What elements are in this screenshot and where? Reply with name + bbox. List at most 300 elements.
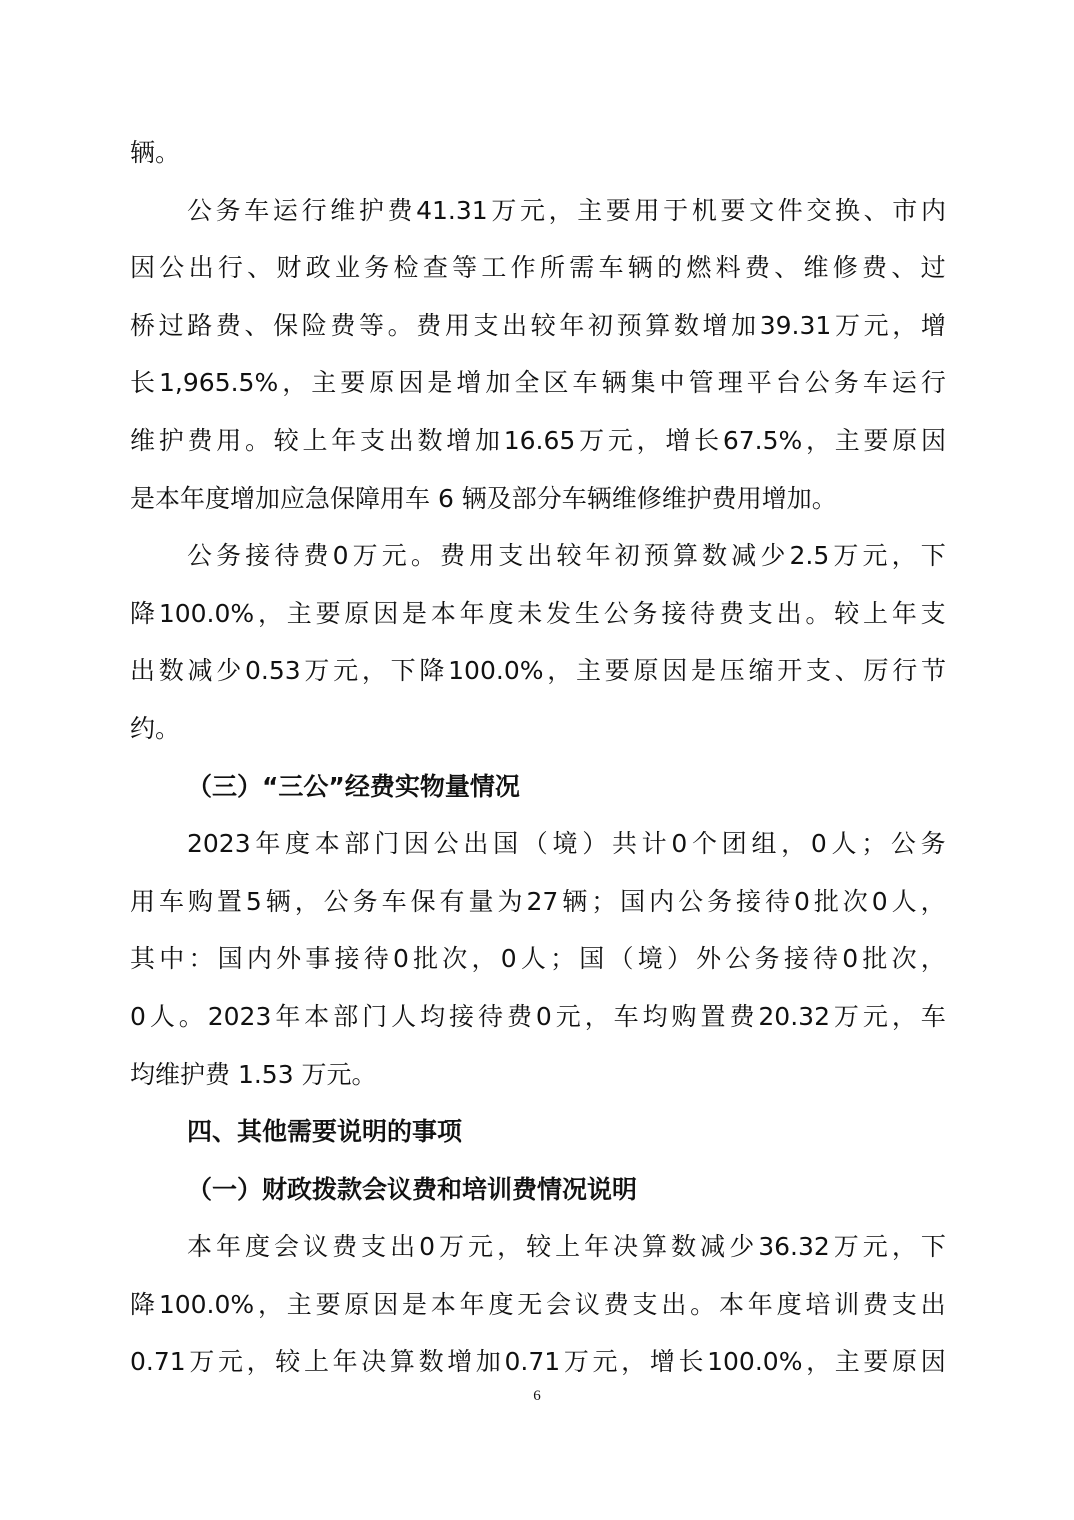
text-segment: 行 bbox=[301, 195, 327, 225]
text-segment: 0 bbox=[500, 944, 517, 974]
text-segment: 预 bbox=[643, 541, 669, 571]
text-line bbox=[130, 873, 946, 931]
text-segment: 批 bbox=[413, 944, 439, 974]
text-segment: 均 bbox=[420, 1001, 446, 1031]
text-segment: 原 bbox=[892, 425, 918, 455]
text-segment: ； bbox=[550, 944, 576, 974]
text-line bbox=[130, 1218, 946, 1276]
text-segment: 支 bbox=[920, 598, 946, 628]
text-segment: ， bbox=[891, 1001, 917, 1031]
text-segment: 作 bbox=[510, 253, 536, 283]
text-line bbox=[130, 297, 946, 355]
text-segment: 接 bbox=[783, 944, 809, 974]
text-segment: 节 bbox=[920, 656, 946, 686]
text-segment: 2023 bbox=[207, 1001, 272, 1031]
text-segment: ； bbox=[591, 886, 617, 916]
text-segment: ： bbox=[188, 944, 214, 974]
text-segment: ， bbox=[891, 1232, 917, 1262]
text-segment: ， bbox=[547, 656, 573, 686]
text-segment: 元 bbox=[381, 541, 407, 571]
text-segment: 公 bbox=[187, 541, 213, 571]
text-segment: 本 bbox=[718, 1289, 744, 1319]
text-segment: （ bbox=[608, 944, 634, 974]
text-segment: 压 bbox=[719, 656, 745, 686]
text-segment: 度 bbox=[285, 829, 311, 859]
text-segment: 台 bbox=[775, 368, 801, 398]
text-line bbox=[130, 239, 946, 297]
text-segment: 较 bbox=[273, 425, 299, 455]
text-segment: 行 bbox=[892, 656, 918, 686]
text-segment: ） bbox=[666, 944, 692, 974]
text-segment: 2.5 bbox=[789, 541, 830, 571]
text-segment: 本 bbox=[304, 1001, 330, 1031]
text-line bbox=[130, 527, 946, 585]
text-segment: 元 bbox=[217, 1347, 243, 1377]
text-segment: 公 bbox=[890, 829, 916, 859]
text-segment: 费 bbox=[862, 253, 888, 283]
text-segment: 费 bbox=[187, 425, 213, 455]
text-segment: 5 bbox=[245, 886, 262, 916]
text-segment: 16.65 bbox=[503, 425, 576, 455]
text-segment: 数 bbox=[158, 656, 184, 686]
text-segment: 39.31 bbox=[759, 310, 832, 340]
text-segment: 购 bbox=[671, 1001, 697, 1031]
text-segment: ， bbox=[781, 829, 807, 859]
text-segment: ， bbox=[282, 368, 308, 398]
text-segment: 议 bbox=[574, 1289, 600, 1319]
text-segment: 要 bbox=[340, 368, 366, 398]
page-number: 6 bbox=[533, 1388, 541, 1404]
text-segment: 。 bbox=[178, 1001, 204, 1031]
text-segment: 支 bbox=[361, 1232, 387, 1262]
text-segment: 公 bbox=[603, 598, 629, 628]
text-segment: 0 bbox=[392, 944, 409, 974]
text-segment: 年 bbox=[891, 598, 917, 628]
text-segment: 少 bbox=[729, 1232, 755, 1262]
text-segment: 主 bbox=[577, 195, 603, 225]
text-line bbox=[130, 412, 946, 470]
text-segment: 需 bbox=[569, 253, 595, 283]
text-segment: ， bbox=[920, 886, 946, 916]
text-segment: 费 bbox=[416, 310, 442, 340]
text-segment: 车 bbox=[158, 886, 184, 916]
text-segment: 中 bbox=[159, 944, 185, 974]
text-segment: 集 bbox=[630, 368, 656, 398]
text-segment: 费 bbox=[387, 195, 413, 225]
text-segment: 行 bbox=[217, 253, 243, 283]
text-line bbox=[130, 815, 946, 873]
text-segment: 检 bbox=[393, 253, 419, 283]
text-segment: ； bbox=[861, 829, 887, 859]
text-segment: 人 bbox=[520, 944, 546, 974]
text-segment: 元 bbox=[592, 1347, 618, 1377]
text-segment: ， bbox=[636, 425, 662, 455]
text-segment: 务 bbox=[216, 541, 242, 571]
text-segment: 护 bbox=[158, 425, 184, 455]
text-segment: 务 bbox=[920, 829, 946, 859]
text-segment: 车 bbox=[244, 195, 270, 225]
text-segment: 。 bbox=[690, 1289, 716, 1319]
text-segment: 辆 bbox=[562, 886, 588, 916]
text-segment: 度 bbox=[776, 1289, 802, 1319]
text-segment: 较 bbox=[530, 310, 556, 340]
text-segment: 0 bbox=[419, 1232, 436, 1262]
text-segment: 长 bbox=[130, 368, 156, 398]
text-segment: 年 bbox=[584, 1232, 610, 1262]
text-segment: 元 bbox=[862, 1232, 888, 1262]
text-segment: 费 bbox=[332, 1232, 358, 1262]
text-segment: 决 bbox=[361, 1347, 387, 1377]
text-segment: 100.0% bbox=[158, 1289, 255, 1319]
text-segment: 支 bbox=[747, 598, 773, 628]
text-segment: 用 bbox=[216, 425, 242, 455]
text-segment: 出 bbox=[463, 829, 489, 859]
text-segment: 运 bbox=[272, 195, 298, 225]
text-segment: 务 bbox=[352, 886, 378, 916]
text-segment: 务 bbox=[215, 195, 241, 225]
text-segment: 0 bbox=[871, 886, 888, 916]
text-segment: 减 bbox=[700, 1232, 726, 1262]
text-segment: 、 bbox=[247, 253, 273, 283]
text-segment: 因 bbox=[130, 253, 156, 283]
text-segment: 初 bbox=[588, 310, 614, 340]
text-segment: 车 bbox=[613, 1001, 639, 1031]
text-segment: 次 bbox=[842, 886, 868, 916]
text-segment: 内 bbox=[246, 944, 272, 974]
text-segment: 。 bbox=[245, 425, 271, 455]
text-segment: 主 bbox=[575, 656, 601, 686]
text-segment: 所 bbox=[539, 253, 565, 283]
text-segment: 内 bbox=[920, 195, 946, 225]
text-segment: 市 bbox=[892, 195, 918, 225]
text-segment: 开 bbox=[777, 656, 803, 686]
text-segment: 。 bbox=[387, 310, 413, 340]
text-segment: 本 bbox=[314, 829, 340, 859]
text-segment: 万 bbox=[189, 1347, 215, 1377]
text-segment: 计 bbox=[641, 829, 667, 859]
text-segment: 费 bbox=[506, 1001, 532, 1031]
text-segment: 辆 bbox=[627, 253, 653, 283]
text-segment: 料 bbox=[715, 253, 741, 283]
text-segment: 部 bbox=[333, 1001, 359, 1031]
text-segment: 机 bbox=[691, 195, 717, 225]
text-segment: 政 bbox=[305, 253, 331, 283]
text-segment: 万 bbox=[833, 1001, 859, 1031]
text-segment: 要 bbox=[720, 195, 746, 225]
text-segment: 是 bbox=[402, 1289, 428, 1319]
text-segment: 费 bbox=[440, 541, 466, 571]
text-segment: 出 bbox=[502, 310, 528, 340]
text-segment: 出 bbox=[130, 656, 156, 686]
text-segment: 下 bbox=[920, 541, 946, 571]
text-segment: 上 bbox=[302, 425, 328, 455]
text-segment: 理 bbox=[717, 368, 743, 398]
text-segment: 降 bbox=[130, 598, 156, 628]
text-segment: 度 bbox=[488, 598, 514, 628]
text-segment: 公 bbox=[725, 944, 751, 974]
text-segment: 费 bbox=[718, 598, 744, 628]
text-segment: 年 bbox=[331, 425, 357, 455]
text-segment: 维 bbox=[130, 425, 156, 455]
text-segment: 文 bbox=[749, 195, 775, 225]
text-segment: 国 bbox=[620, 886, 646, 916]
text-line: 约。 bbox=[130, 713, 181, 743]
text-segment: 年 bbox=[332, 1347, 358, 1377]
text-segment: 过 bbox=[158, 310, 184, 340]
text-segment: 车 bbox=[920, 1001, 946, 1031]
text-segment: 因 bbox=[373, 598, 399, 628]
text-segment: 购 bbox=[187, 886, 213, 916]
text-segment: 度 bbox=[488, 1289, 514, 1319]
text-segment: 业 bbox=[334, 253, 360, 283]
text-segment: 因 bbox=[920, 1347, 946, 1377]
text-segment: 支 bbox=[473, 310, 499, 340]
text-segment: 为 bbox=[497, 886, 523, 916]
text-segment: 均 bbox=[642, 1001, 668, 1031]
text-segment: 100.0% bbox=[707, 1347, 803, 1377]
text-segment: 预 bbox=[616, 310, 642, 340]
text-segment: 万 bbox=[563, 1347, 589, 1377]
text-segment: 工 bbox=[481, 253, 507, 283]
text-segment: 少 bbox=[216, 656, 242, 686]
text-segment: 有 bbox=[439, 886, 465, 916]
text-segment: 增 bbox=[446, 425, 472, 455]
text-segment: 境 bbox=[552, 829, 578, 859]
text-segment: 万 bbox=[834, 310, 860, 340]
text-segment: 门 bbox=[374, 829, 400, 859]
text-segment: 管 bbox=[688, 368, 714, 398]
text-segment: 换 bbox=[835, 195, 861, 225]
text-segment: 原 bbox=[892, 1347, 918, 1377]
text-segment: 、 bbox=[774, 253, 800, 283]
text-segment: 件 bbox=[777, 195, 803, 225]
text-segment: 41.31 bbox=[416, 195, 488, 225]
text-segment: 人 bbox=[149, 1001, 175, 1031]
text-segment: 原 bbox=[633, 656, 659, 686]
text-segment: 接 bbox=[245, 541, 271, 571]
text-segment: 是 bbox=[690, 656, 716, 686]
text-segment: 1,965.5% bbox=[159, 368, 279, 398]
text-segment: 。 bbox=[410, 541, 436, 571]
text-segment: 算 bbox=[673, 541, 699, 571]
text-segment: 主 bbox=[834, 425, 860, 455]
text-segment: 万 bbox=[352, 541, 378, 571]
text-line bbox=[130, 1276, 946, 1334]
text-segment: 公 bbox=[433, 829, 459, 859]
text-segment: 国 bbox=[579, 944, 605, 974]
text-segment: 保 bbox=[410, 886, 436, 916]
text-segment: 训 bbox=[834, 1289, 860, 1319]
text-segment: 外 bbox=[696, 944, 722, 974]
text-segment: 上 bbox=[555, 1232, 581, 1262]
text-segment: 、 bbox=[891, 253, 917, 283]
text-segment: 接 bbox=[449, 1001, 475, 1031]
text-segment: 等 bbox=[452, 253, 478, 283]
text-segment: 车 bbox=[598, 253, 624, 283]
text-segment: 年 bbox=[559, 310, 585, 340]
text-segment: 。 bbox=[805, 598, 831, 628]
text-segment: 会 bbox=[274, 1232, 300, 1262]
text-segment: 费 bbox=[744, 253, 770, 283]
text-segment: 数 bbox=[418, 1347, 444, 1377]
text-segment: 主 bbox=[834, 1347, 860, 1377]
text-segment: 年 bbox=[747, 1289, 773, 1319]
text-segment: 培 bbox=[805, 1289, 831, 1319]
text-segment: 务 bbox=[364, 253, 390, 283]
text-segment: 量 bbox=[468, 886, 494, 916]
section-heading: （三）“三公”经费实物量情况 bbox=[187, 771, 520, 801]
text-segment: 车 bbox=[862, 368, 888, 398]
text-segment: 桥 bbox=[130, 310, 156, 340]
text-line bbox=[130, 642, 946, 700]
text-segment: 0 bbox=[535, 1001, 552, 1031]
text-segment: ， bbox=[584, 1001, 610, 1031]
text-segment: 中 bbox=[659, 368, 685, 398]
text-segment: 减 bbox=[731, 541, 757, 571]
text-segment: 区 bbox=[543, 368, 569, 398]
text-segment: 用 bbox=[469, 541, 495, 571]
text-segment: 交 bbox=[806, 195, 832, 225]
text-segment: 用 bbox=[130, 886, 156, 916]
text-segment: 0 bbox=[810, 829, 827, 859]
section-heading: （一）财政拨款会议费和培训费情况说明 bbox=[187, 1174, 638, 1204]
text-segment: ， bbox=[257, 598, 283, 628]
text-segment: 厉 bbox=[863, 656, 889, 686]
text-segment: 待 bbox=[690, 598, 716, 628]
text-segment: 生 bbox=[574, 598, 600, 628]
text-segment: 公 bbox=[678, 886, 704, 916]
text-segment: 较 bbox=[275, 1347, 301, 1377]
text-segment: 万 bbox=[579, 425, 605, 455]
text-segment: 增 bbox=[665, 425, 691, 455]
text-segment: 支 bbox=[632, 1289, 658, 1319]
text-segment: 算 bbox=[642, 1232, 668, 1262]
text-segment: 元 bbox=[862, 541, 888, 571]
text-segment: 加 bbox=[485, 368, 511, 398]
text-segment: 0 bbox=[671, 829, 688, 859]
text-line: 是本年度增加应急保障用车 6 辆及部分车辆维修维护费用增加。 bbox=[130, 483, 837, 513]
text-segment: 其 bbox=[130, 944, 156, 974]
text-segment: 0.71 bbox=[130, 1347, 186, 1377]
text-segment: 、 bbox=[834, 656, 860, 686]
text-segment: 置 bbox=[700, 1001, 726, 1031]
text-segment: ， bbox=[246, 1347, 272, 1377]
text-segment: 主 bbox=[311, 368, 337, 398]
document-body bbox=[130, 124, 946, 1391]
text-segment: 用 bbox=[444, 310, 470, 340]
text-segment: 0 bbox=[793, 886, 810, 916]
text-segment: 门 bbox=[362, 1001, 388, 1031]
text-segment: 、 bbox=[244, 310, 270, 340]
text-segment: 万 bbox=[304, 656, 330, 686]
text-segment: 原 bbox=[369, 368, 395, 398]
text-segment: ， bbox=[497, 1232, 523, 1262]
text-segment: 年 bbox=[459, 1289, 485, 1319]
text-segment: 行 bbox=[920, 368, 946, 398]
text-segment: 加 bbox=[731, 310, 757, 340]
text-segment: 0 bbox=[842, 944, 859, 974]
text-segment: ， bbox=[920, 944, 946, 974]
text-line bbox=[130, 1333, 946, 1391]
text-segment: 0.71 bbox=[504, 1347, 561, 1377]
text-segment: 要 bbox=[863, 1347, 889, 1377]
text-segment: 支 bbox=[360, 425, 386, 455]
text-segment: ， bbox=[891, 541, 917, 571]
text-segment: 要 bbox=[315, 1289, 341, 1319]
text-segment: 因 bbox=[662, 656, 688, 686]
text-segment: 无 bbox=[517, 1289, 543, 1319]
text-line: 辆。 bbox=[130, 138, 181, 167]
text-segment: 要 bbox=[605, 195, 631, 225]
text-segment: 67.5% bbox=[722, 425, 803, 455]
text-segment: 接 bbox=[736, 886, 762, 916]
text-segment: 用 bbox=[634, 195, 660, 225]
text-segment: 公 bbox=[187, 195, 213, 225]
text-segment: 待 bbox=[477, 1001, 503, 1031]
text-segment: 支 bbox=[498, 541, 524, 571]
text-segment: 支 bbox=[891, 1289, 917, 1319]
text-segment: 降 bbox=[419, 656, 445, 686]
text-segment: 本 bbox=[430, 1289, 456, 1319]
text-segment: 因 bbox=[373, 1289, 399, 1319]
text-segment: 人 bbox=[831, 829, 857, 859]
text-segment: ， bbox=[621, 1347, 647, 1377]
text-segment: 出 bbox=[776, 598, 802, 628]
text-segment: 内 bbox=[649, 886, 675, 916]
text-segment: 减 bbox=[187, 656, 213, 686]
text-segment: 原 bbox=[344, 598, 370, 628]
text-segment: 降 bbox=[130, 1289, 156, 1319]
text-segment: 出 bbox=[661, 1289, 687, 1319]
text-segment: 人 bbox=[891, 886, 917, 916]
text-segment: 100.0% bbox=[158, 598, 255, 628]
text-segment: 下 bbox=[390, 656, 416, 686]
text-segment: 费 bbox=[215, 310, 241, 340]
text-segment: 长 bbox=[694, 425, 720, 455]
text-segment: ， bbox=[361, 656, 387, 686]
text-segment: 次 bbox=[891, 944, 917, 974]
text-segment: 少 bbox=[760, 541, 786, 571]
text-segment: 辆 bbox=[265, 886, 291, 916]
text-segment: 车 bbox=[381, 886, 407, 916]
text-segment: 缩 bbox=[748, 656, 774, 686]
text-segment: 初 bbox=[614, 541, 640, 571]
text-segment: 共 bbox=[611, 829, 637, 859]
text-segment: 要 bbox=[315, 598, 341, 628]
text-segment: 万 bbox=[833, 541, 859, 571]
text-segment: 27 bbox=[526, 886, 559, 916]
text-segment: 务 bbox=[632, 598, 658, 628]
text-segment: 未 bbox=[517, 598, 543, 628]
text-segment: 上 bbox=[863, 598, 889, 628]
text-segment: 外 bbox=[276, 944, 302, 974]
text-segment: 上 bbox=[303, 1347, 329, 1377]
text-segment: 国 bbox=[493, 829, 519, 859]
text-segment: 较 bbox=[834, 598, 860, 628]
text-segment: 接 bbox=[334, 944, 360, 974]
text-segment: 因 bbox=[920, 425, 946, 455]
text-segment: 算 bbox=[645, 310, 671, 340]
text-segment: 燃 bbox=[686, 253, 712, 283]
text-segment: 数 bbox=[417, 425, 443, 455]
text-segment: 加 bbox=[475, 425, 501, 455]
text-segment: 、 bbox=[863, 195, 889, 225]
text-segment: 置 bbox=[216, 886, 242, 916]
text-segment: 务 bbox=[833, 368, 859, 398]
text-segment: 境 bbox=[637, 944, 663, 974]
text-segment: 万 bbox=[833, 1232, 859, 1262]
text-segment: 出 bbox=[527, 541, 553, 571]
